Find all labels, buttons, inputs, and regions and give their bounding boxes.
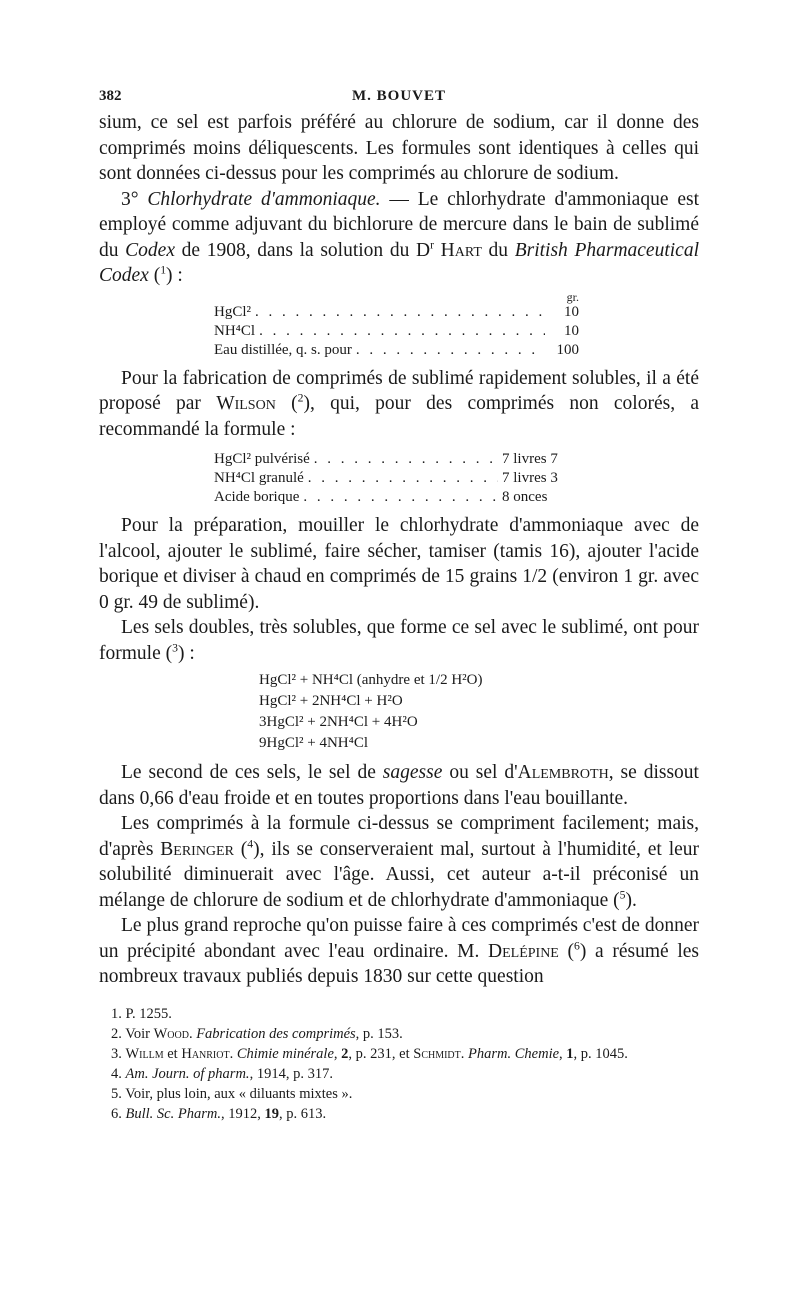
paragraph-6: Le second de ces sels, le sel de sagesse ou sel d'Alembroth, se dissout dans 0,66 d'eau froide et en toutes proportions dans l'eau bouillante. [99,762,699,809]
author-delepine: Delépine [488,940,559,962]
codex-ref: Codex [125,239,175,261]
running-title: M. BOUVET [351,88,446,104]
salt-formula: 3HgCl² + 2NH⁴Cl + 4H²O [259,714,418,730]
paragraph-2: 3° Chlorhydrate d'ammoniaque. — Le chlorhydrate d'ammoniaque est employé comme adjuvant du bichlorure de mercure dans le bain de sublimé du Codex de 1908, dans la solution du $D^r$ Hart du British Pharmaceutical Codex ($^1$) : [99,188,699,286]
footnote-ref-2: 2 [297,391,304,405]
unit-label: gr. [566,289,579,304]
formula-row: Acide borique . . . 8 onces [214,488,584,507]
footnote-ref-3: 3 [172,641,178,654]
salt-formula: HgCl² + 2NH⁴Cl + H²O [259,693,403,709]
section-title: Chlorhydrate d'ammoniaque. [147,188,381,210]
formula-row: NH⁴Cl . . . 10 [214,322,579,341]
footnote-ref-4: 4 [247,837,254,850]
paragraph-5: Les sels doubles, très solubles, que forme ce sel avec le sublimé, ont pour formule ($^3$) : [99,617,699,664]
salt-formula: 9HgCl² + 4NH⁴Cl [259,735,369,751]
footnote-2: 2. Voir Wood. Fabrication des comprimés, p. 153. [111,1025,403,1042]
formula-row: Eau distillée, q. s. pour . . . 100 [214,341,579,360]
section-number: 3° [121,188,148,210]
formula-row: HgCl² pulvérisé . . . 7 livres 7 [214,450,584,469]
formula-row: HgCl² . . . 10 [214,303,579,322]
bpc-ref: British Pharmaceutical Codex [99,239,699,286]
paragraph-4: Pour la préparation, mouiller le chlorhydrate d'ammoniaque avec de l'alcool, ajouter le sublimé, faire sécher, tamiser (tamis 16), ajouter l'acide borique et diviser à chaud en comprimés de 15 grains 1/2 (environ 1 gr. avec 0 gr. 49 de sublimé). [99,515,699,613]
paragraph-1: sium, ce sel est parfois préféré au chlorure de sodium, car il donne des comprimés moins déliquescents. Les formules sont identiques à celles qui sont données ci-dessus pour les comprimés au chlorure de sodium. [99,112,699,184]
author-wilson: Wilson [216,393,276,414]
formula-wilson [214,450,584,507]
author-hart: Hart [440,239,482,261]
running-head [99,84,699,110]
footnotes [99,1004,699,1124]
page [99,84,699,1124]
paragraph-3: Pour la fabrication de comprimés de sublimé rapidement solubles, il a été proposé par Wilson ($^2$), qui, pour des comprimés non colorés, a recommandé la formule : [99,367,700,440]
salt-formula: HgCl² + NH⁴Cl (anhydre et 1/2 H²O) [259,672,483,688]
footnote-6: 6. Bull. Sc. Pharm., 1912, 19, p. 613. [111,1105,327,1122]
paragraph-8: Le plus grand reproche qu'on puisse faire à ces comprimés c'est de donner un précipité abondant avec l'eau ordinaire. M. Delépine ($^6$) a résumé les nombreux travaux publiés depuis 1830 sur cette question [99,915,700,987]
paragraph-7: Les comprimés à la formule ci-dessus se compriment facilement; mais, d'après Beringer ($^4$), ils se conserveraient mal, surtout à l'humidité, et leur solubilité diminuerait avec l'âge. Aussi, cet auteur a-t-il préconisé un mélange de chlorure de sodium et de chlorhydrate d'ammoniaque ($^5$). [99,813,700,911]
footnote-1: 1. P. 1255. [111,1005,172,1022]
page-number: 382 [99,88,122,104]
footnote-5: 5. Voir, plus loin, aux « diluants mixtes ». [111,1085,353,1102]
footnote-ref-6: 6 [574,939,580,952]
author-alembroth: Alembroth [517,762,609,783]
author-beringer: Beringer [160,838,234,860]
footnote-ref-1: 1 [160,263,167,277]
formula-sublime-bath [214,291,579,360]
double-salts-list [259,670,699,754]
footnote-ref-5: 5 [619,888,626,901]
footnote-3: 3. Willm et Hanriot. Chimie minérale, 2, p. 231, et Schmidt. Pharm. Chemie, 1, p. 1045. [111,1045,628,1062]
footnote-4: 4. Am. Journ. of pharm., 1914, p. 317. [111,1065,333,1082]
formula-row: NH⁴Cl granulé . . . 7 livres 3 [214,469,584,488]
